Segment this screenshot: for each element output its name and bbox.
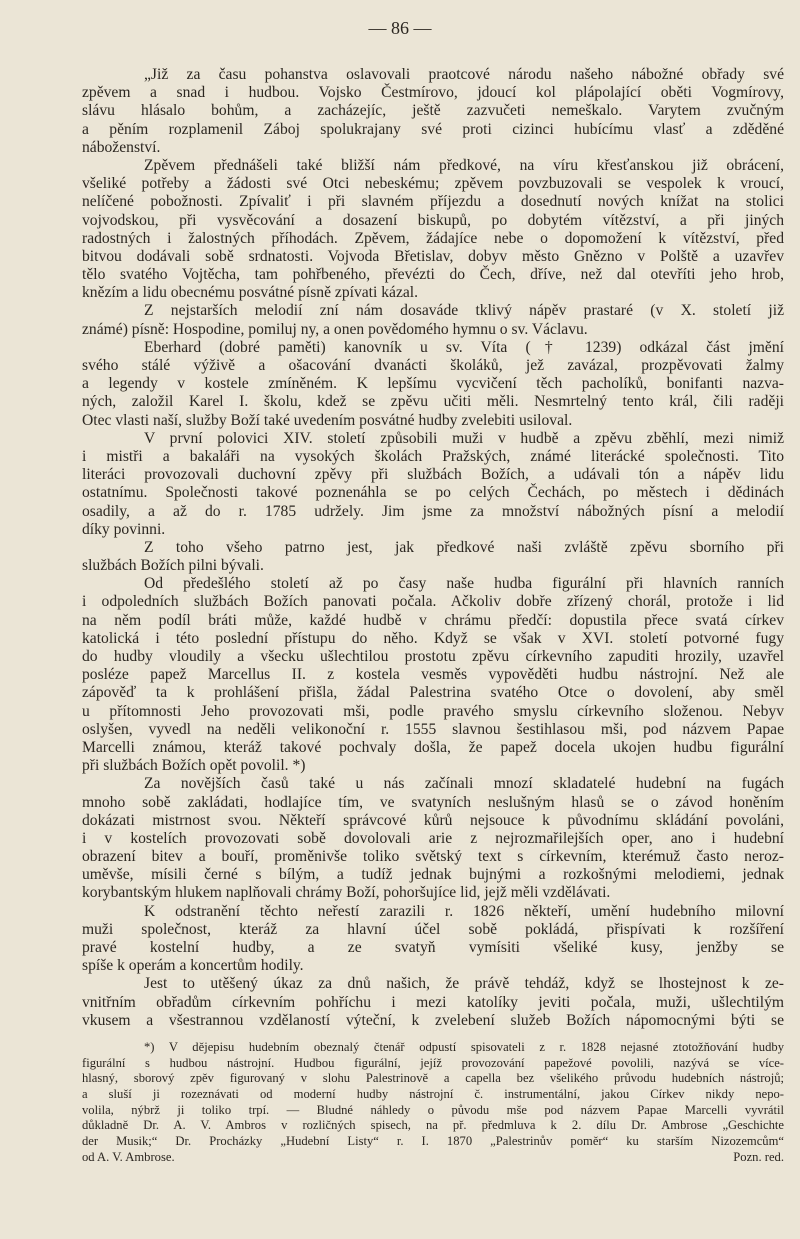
text-line: u přítomnosti Jeho provozovati mši, podle pravého smyslu církevního složenou. Nebyv bbox=[82, 702, 784, 720]
text-line: náboženství. bbox=[82, 138, 161, 156]
text-line: Za novějších časů také u nás začínali mnozí skladatelé hudební na fugách bbox=[144, 775, 784, 793]
text-line: slávu hlásalo bohům, a zacházejíc, ještě zazvučeti nemeškalo. Varytem zvučným bbox=[82, 102, 784, 120]
text-line: dokázati mistrnost svou. Někteří správcové kůrů nejsouce k původnímu skládání povoláni, bbox=[82, 811, 784, 829]
paragraph bbox=[82, 302, 784, 338]
text-line: na něm podíl bráti může, každé hudbě v chrámu předčí: dopustila přece svatá církev bbox=[82, 611, 784, 629]
text-line: při službách Božích opět povolil. *) bbox=[82, 757, 306, 775]
paragraph bbox=[82, 339, 784, 430]
text-line: vnitřním obřadům církevním pohříchu i mezi katolíky jeviti počala, muži, ušlechtilým bbox=[82, 993, 784, 1011]
text-line: nelíčené pobožnosti. Zpívaliť i při slavném příjezdu a dosednutí nových knížat na stolici bbox=[82, 193, 784, 211]
text-line: knězím a lidu obecnému posvátné písně zpívati kázal. bbox=[82, 284, 419, 302]
text-line: mnoho sobě zakládati, hodlajíce tím, ve svatyních neslušným hlasů se o závod honěním bbox=[82, 793, 784, 811]
text-line: radostných i žalostných příhodách. Zpěvem, žádajíce nebe o dopomožení k vítězství, před bbox=[82, 229, 784, 247]
paragraph bbox=[82, 775, 784, 902]
page-number: — 86 — bbox=[368, 18, 432, 38]
text-line: Z nejstarších melodií zní nám dosaváde tklivý nápěv prastaré (v X. století již bbox=[144, 302, 784, 320]
text-line: i v kostelích provozovati sobě dovolovali arie z nejrozmařilejších oper, ano i hudební bbox=[82, 829, 784, 847]
text-line: všeliké potřeby a žádosti své Otci nebeskému; zpěvem povzbuzovali se vespolek k vroucí, bbox=[82, 175, 784, 193]
paragraph bbox=[82, 66, 784, 157]
text-line: zpěvem a snad i hudbou. Vojsko Čestmírovo, jdoucí kol plápolající oběti Vogmírovy, bbox=[82, 84, 784, 102]
paragraph bbox=[82, 575, 784, 775]
text-line: literáci provozovali duchovní zpěvy při službách Božích, a udávali tón a nápěv lidu bbox=[82, 466, 784, 484]
footnote-line: od A. V. Ambrose. bbox=[82, 1149, 175, 1164]
text-line: a pěním rozplamenil Záboj spolukrajany své proti cizinci hubícímu vlasť a zděděné bbox=[82, 120, 784, 138]
text-line: díky povinni. bbox=[82, 520, 166, 538]
text-line: korybantským hlukem naplňovali chrámy Boží, pohoršujíce lid, jejž měli vzdělávati. bbox=[82, 884, 611, 902]
text-line: známé) písně: Hospodine, pomiluj ny, a onen povědomého hymnu o sv. Václavu. bbox=[82, 320, 588, 338]
text-line: Z toho všeho patrno jest, jak předkové naši zvláště zpěvu sborního při bbox=[144, 538, 784, 556]
text-line: ostatnímu. Společnosti takové poznenáhla se po celých Čechách, po městech i dědinách bbox=[82, 484, 784, 502]
main-text bbox=[82, 66, 784, 1030]
text-line: Otec vlasti naší, služby Boží také uvedením posvátné hudby zvelebiti usiloval. bbox=[82, 411, 573, 429]
text-line: Zpěvem přednášeli také bližší nám předkové, na víru křesťanskou již obrácení, bbox=[144, 156, 784, 174]
text-line: pravé kostelní hudby, a ze svatyň vymísiti všeliké kusy, jenžby se bbox=[82, 939, 784, 956]
text-line: do hudby vloudily a všecku ušlechtilou prostotu zpěvu církevního zapuditi hrozily, uzavřel bbox=[82, 648, 784, 665]
text-line: K odstranění těchto neřestí zarazili r. 1826 někteří, umění hudebního milovní bbox=[144, 902, 784, 920]
paragraph bbox=[82, 430, 784, 539]
text-line: službách Božích pilni bývali. bbox=[82, 557, 264, 575]
text-line: vojvodskou, při vysvěcování a dosazení biskupů, po dobytém vítězství, a při jiných bbox=[82, 211, 784, 229]
paragraph bbox=[82, 903, 784, 976]
footnote-line: figurální s hudbou nástrojní. Hudbou figurální, jejíž provozování papežové povolili, nazývá se více- bbox=[82, 1055, 784, 1070]
paragraph bbox=[82, 539, 784, 575]
text-line: muži společnost, kteráž za hlavní účel sobě pokládá, přispívati k rozšíření bbox=[82, 920, 784, 938]
text-line: Od předešlého století až po časy naše hudba figurální při hlavních ranních bbox=[144, 575, 784, 593]
text-line: Eberhard (dobré paměti) kanovník u sv. Víta († 1239) odkázal část jmění bbox=[144, 338, 784, 356]
paragraph bbox=[82, 975, 784, 1030]
text-line: spíše k operám a koncertům hodily. bbox=[82, 957, 304, 975]
text-line: obrazení bitev a bouří, proměnivše toliko světský text s církevním, kterémuž často neroz- bbox=[82, 848, 784, 866]
text-line: bitvou dodávali sobě srdnatosti. Vojvoda Břetislav, dobyv město Gnězno v Polště a uzavřev bbox=[82, 247, 784, 265]
text-line: tělo svatého Vojtěcha, tam pohřbeného, převézti do Čech, dříve, než dal otevříti jeho hrob, bbox=[82, 266, 784, 284]
text-line: i mistři a bakaláři na vysokých školách Pražských, známé literácké společnosti. Tito bbox=[82, 447, 784, 465]
text-line: svého stálé výživě a ošacování dvanácti školáků, jež zavázal, prozpěvovati žalmy bbox=[82, 357, 784, 374]
text-line: osadily, a až do r. 1785 udržely. Jim jsme za množství nábožných písní a melodií bbox=[82, 502, 784, 520]
footnote-line: volila, nýbrž ji toliko trpí. — Bludné náhledy o původu mše pod názvem Papae Marcelli vyvrátil bbox=[82, 1102, 784, 1117]
text-line: a legendy v kostele zmíněném. K lepšímu vycvičení těch pacholíků, bonifanti nazva- bbox=[82, 375, 784, 393]
footnote-line: důkladně Dr. A. V. Ambros v rozličných spisech, na př. předmluva k 2. dílu Dr. Ambrose „Geschichte bbox=[82, 1118, 784, 1133]
footnote-signature: Pozn. red. bbox=[733, 1149, 784, 1164]
text-line: vkusem a všestrannou vzdělaností výteční, k zvelebení služeb Božích nápomocnými býti se bbox=[82, 1011, 784, 1029]
text-line: oslyšen, vyvedl na neděli velikonoční r. 1555 slavnou šestihlasou mši, pod názvem Papae bbox=[82, 720, 784, 738]
text-line: V první polovici XIV. století způsobili muži v hudbě a zpěvu zběhlí, mezi nimiž bbox=[144, 429, 784, 447]
text-line: zápověď ta k prohlášení přišla, žádal Palestrina svatého Otce o dovolení, aby směl bbox=[82, 684, 784, 702]
text-line: Marcelli známou, kteráž takové pochvaly došla, že papež docela ukojen hudbu figurální bbox=[82, 738, 784, 756]
text-line: uměvše, mísili černé s bílým, a tudíž jednak bujnými a rozkošnými melodiemi, jednak bbox=[82, 866, 784, 884]
footnote-line: hlasný, sborový zpěv figurovaný v slohu Palestrinově a capella bez všelikého průvodu hudebních nástrojů; bbox=[82, 1071, 784, 1086]
text-line: i odpoledních službách Božích panovati počala. Ačkoliv dobře zřízený chorál, protože i lid bbox=[82, 593, 784, 611]
footnote-line: a sluší ji rozeznávati od moderní hudby nástrojní č. instrumentální, jakou Církev nikdy nepo- bbox=[82, 1087, 784, 1102]
text-line: „Již za času pohanstva oslavovali praotcové národu našeho nábožné obřady své bbox=[144, 66, 784, 83]
footnote-line: der Musik;“ Dr. Procházky „Hudební Listy“ r. I. 1870 „Palestrinův poměr“ ku starším Nizozemcům“ bbox=[82, 1134, 784, 1149]
text-line: ných, založil Karel I. školu, kdež se zpěvu učiti měli. Nesmrtelný tento král, čili raději bbox=[82, 393, 784, 411]
text-line: Jest to utěšený úkaz za dnů našich, že právě tehdáž, když se lhostejnost k ze- bbox=[144, 975, 784, 993]
footnote bbox=[82, 1040, 784, 1166]
text-line: posléze papež Marcellus II. z kostela vesměs vypověděti hudbu nástrojní. Než ale bbox=[82, 666, 784, 684]
text-line: katolická i této poslední přístupu do něho. Když se však v XVI. století potvorné fugy bbox=[82, 629, 784, 647]
paragraph bbox=[82, 157, 784, 303]
footnote-line: *) V dějepisu hudebním obeznalý čtenář odpustí spisovateli z r. 1828 nejasné ztotožňování hudby bbox=[144, 1040, 784, 1054]
